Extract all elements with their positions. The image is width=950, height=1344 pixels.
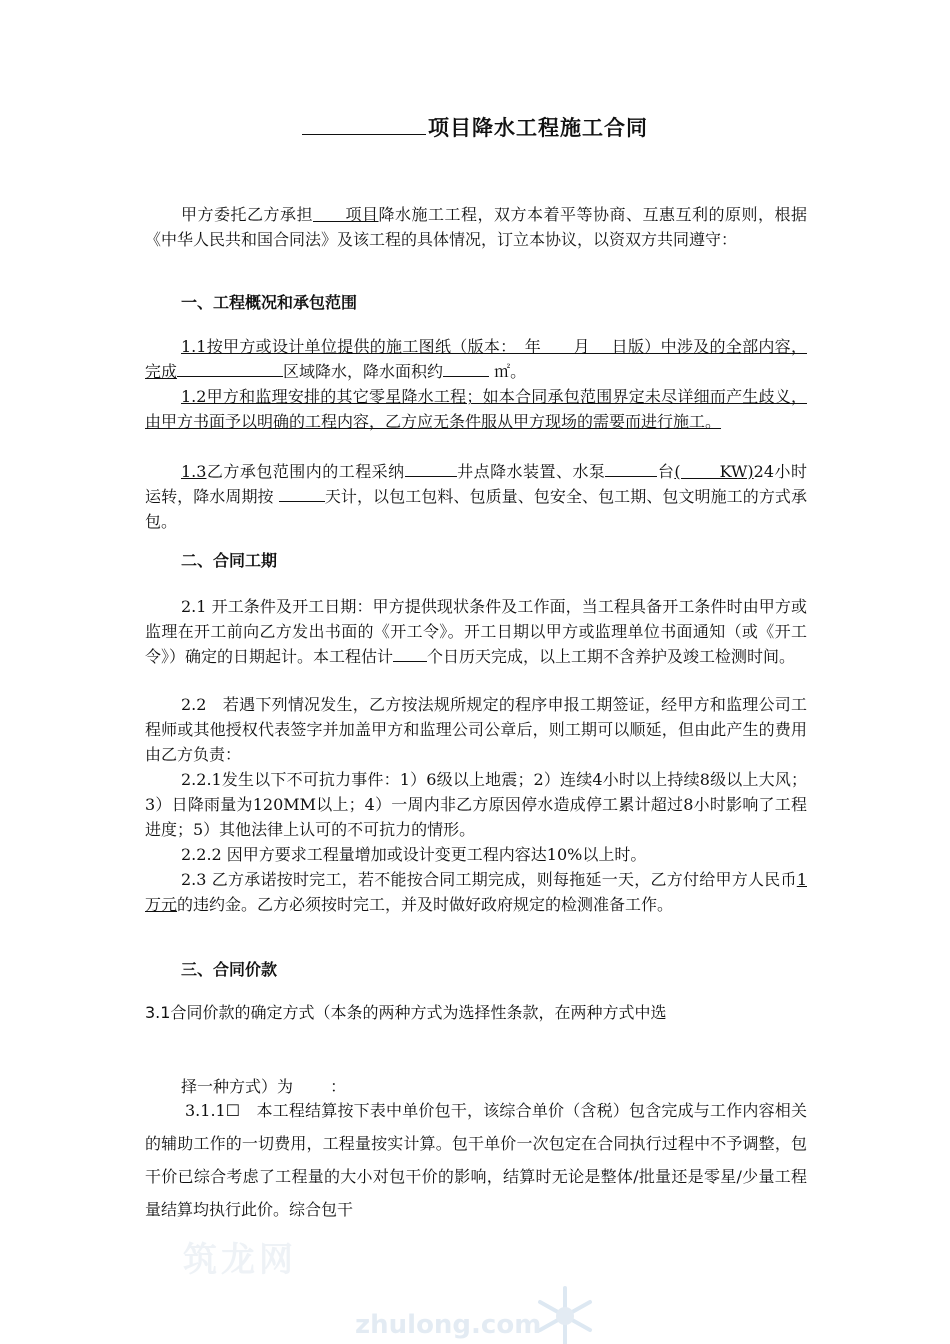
clause-2-2-2: 2.2.2 因甲方要求工程量增加或设计变更工程内容达10%以上时。 <box>181 845 647 864</box>
wellpoint-blank <box>405 460 457 477</box>
title-blank <box>302 114 426 135</box>
clause-3-1: 3.1合同价款的确定方式（本条的两种方式为选择性条款，在两种方式中选 <box>145 1003 667 1022</box>
contract-title <box>0 112 950 142</box>
clause-2-2: 2.2 若遇下列情况发生，乙方按法规所规定的程序申报工期签证，经甲方和监理公司工程师或其他授权代表签字并加盖甲方和监理公司公章后，则工期可以顺延，但由此产生的费用由乙方负责： <box>145 695 807 764</box>
section-1-heading: 一、工程概况和承包范围 <box>181 293 358 312</box>
clause-3-1-1: 3.1.1☐ 本工程结算按下表中单价包干，该综合单价（含税）包含完成与工作内容相关的辅助工作的一切费用，工程量按实计算。包干单价一次包定在合同执行过程中不予调整，包干价已综合考虑了工程量的大小对包干价的影响，结算时无论是整体/批量还是零星/少量工程量结算均执行此价。综合包干 <box>145 1101 807 1219</box>
clause-3-1-choice: 择一种方式）为 ： <box>181 1077 347 1096</box>
pump-count-blank <box>605 460 657 477</box>
clause-1-1: 1.1按甲方或设计单位提供的施工图纸（版本： 年 月 日版）中涉及的全部内容，完成 区域降水，降水面积约 ㎡。 <box>145 337 807 381</box>
area-size-blank <box>443 360 489 377</box>
area-blank <box>177 360 283 377</box>
title-text: 项目降水工程施工合同 <box>428 116 648 140</box>
section-3-heading: 三、合同价款 <box>181 960 278 979</box>
clause-2-1: 2.1 开工条件及开工日期：甲方提供现状条件及工作面，当工程具备开工条件时由甲方或监理在开工前向乙方发出书面的《开工令》。开工日期以甲方或监理单位书面通知（或《开工令》）确定的日期起计。本工程估计 个日历天完成，以上工期不含养护及竣工检测时间。 <box>145 597 807 666</box>
intro-paragraph: 甲方委托乙方承担 项目降水施工工程，双方本着平等协商、互惠互利的原则，根据《中华人民共和国合同法》及该工程的具体情况，订立本协议，以资双方共同遵守： <box>145 205 807 249</box>
clause-1-2: 1.2甲方和监理安排的其它零星降水工程；如本合同承包范围界定未尽详细而产生歧义，由甲方书面予以明确的工程内容，乙方应无条件服从甲方现场的需要而进行施工。 <box>145 387 807 431</box>
penalty-amount: 1万元 <box>145 870 807 914</box>
section-2-heading: 二、合同工期 <box>181 551 278 570</box>
watermark-text: 筑龙网 <box>183 1240 297 1280</box>
project-blank: 项目 <box>345 205 379 224</box>
clause-1-3: 1.3乙方承包范围内的工程采纳 井点降水装置、水泵 台( KW)24小时运转，降水周期按 天计，以包工包料、包质量、包安全、包工期、包文明施工的方式承包。 <box>145 462 807 531</box>
clause-2-2-1: 2.2.1发生以下不可抗力事件：1）6级以上地震；2）连续4小时以上持续8级以上大风；3）日降雨量为120MM以上；4）一周内非乙方原因停水造成停工累计超过8小时影响了工程进度；5）其他法律上认可的不可抗力的情形。 <box>145 770 807 839</box>
clause-2-3: 2.3 乙方承诺按时完工，若不能按合同工期完成，则每拖延一天，乙方付给甲方人民币1万元的违约金。乙方必须按时完工，并及时做好政府规定的检测准备工作。 <box>145 870 807 914</box>
days-blank <box>393 645 427 662</box>
period-blank <box>279 485 325 502</box>
watermark-url: zhulong.com <box>355 1310 542 1340</box>
